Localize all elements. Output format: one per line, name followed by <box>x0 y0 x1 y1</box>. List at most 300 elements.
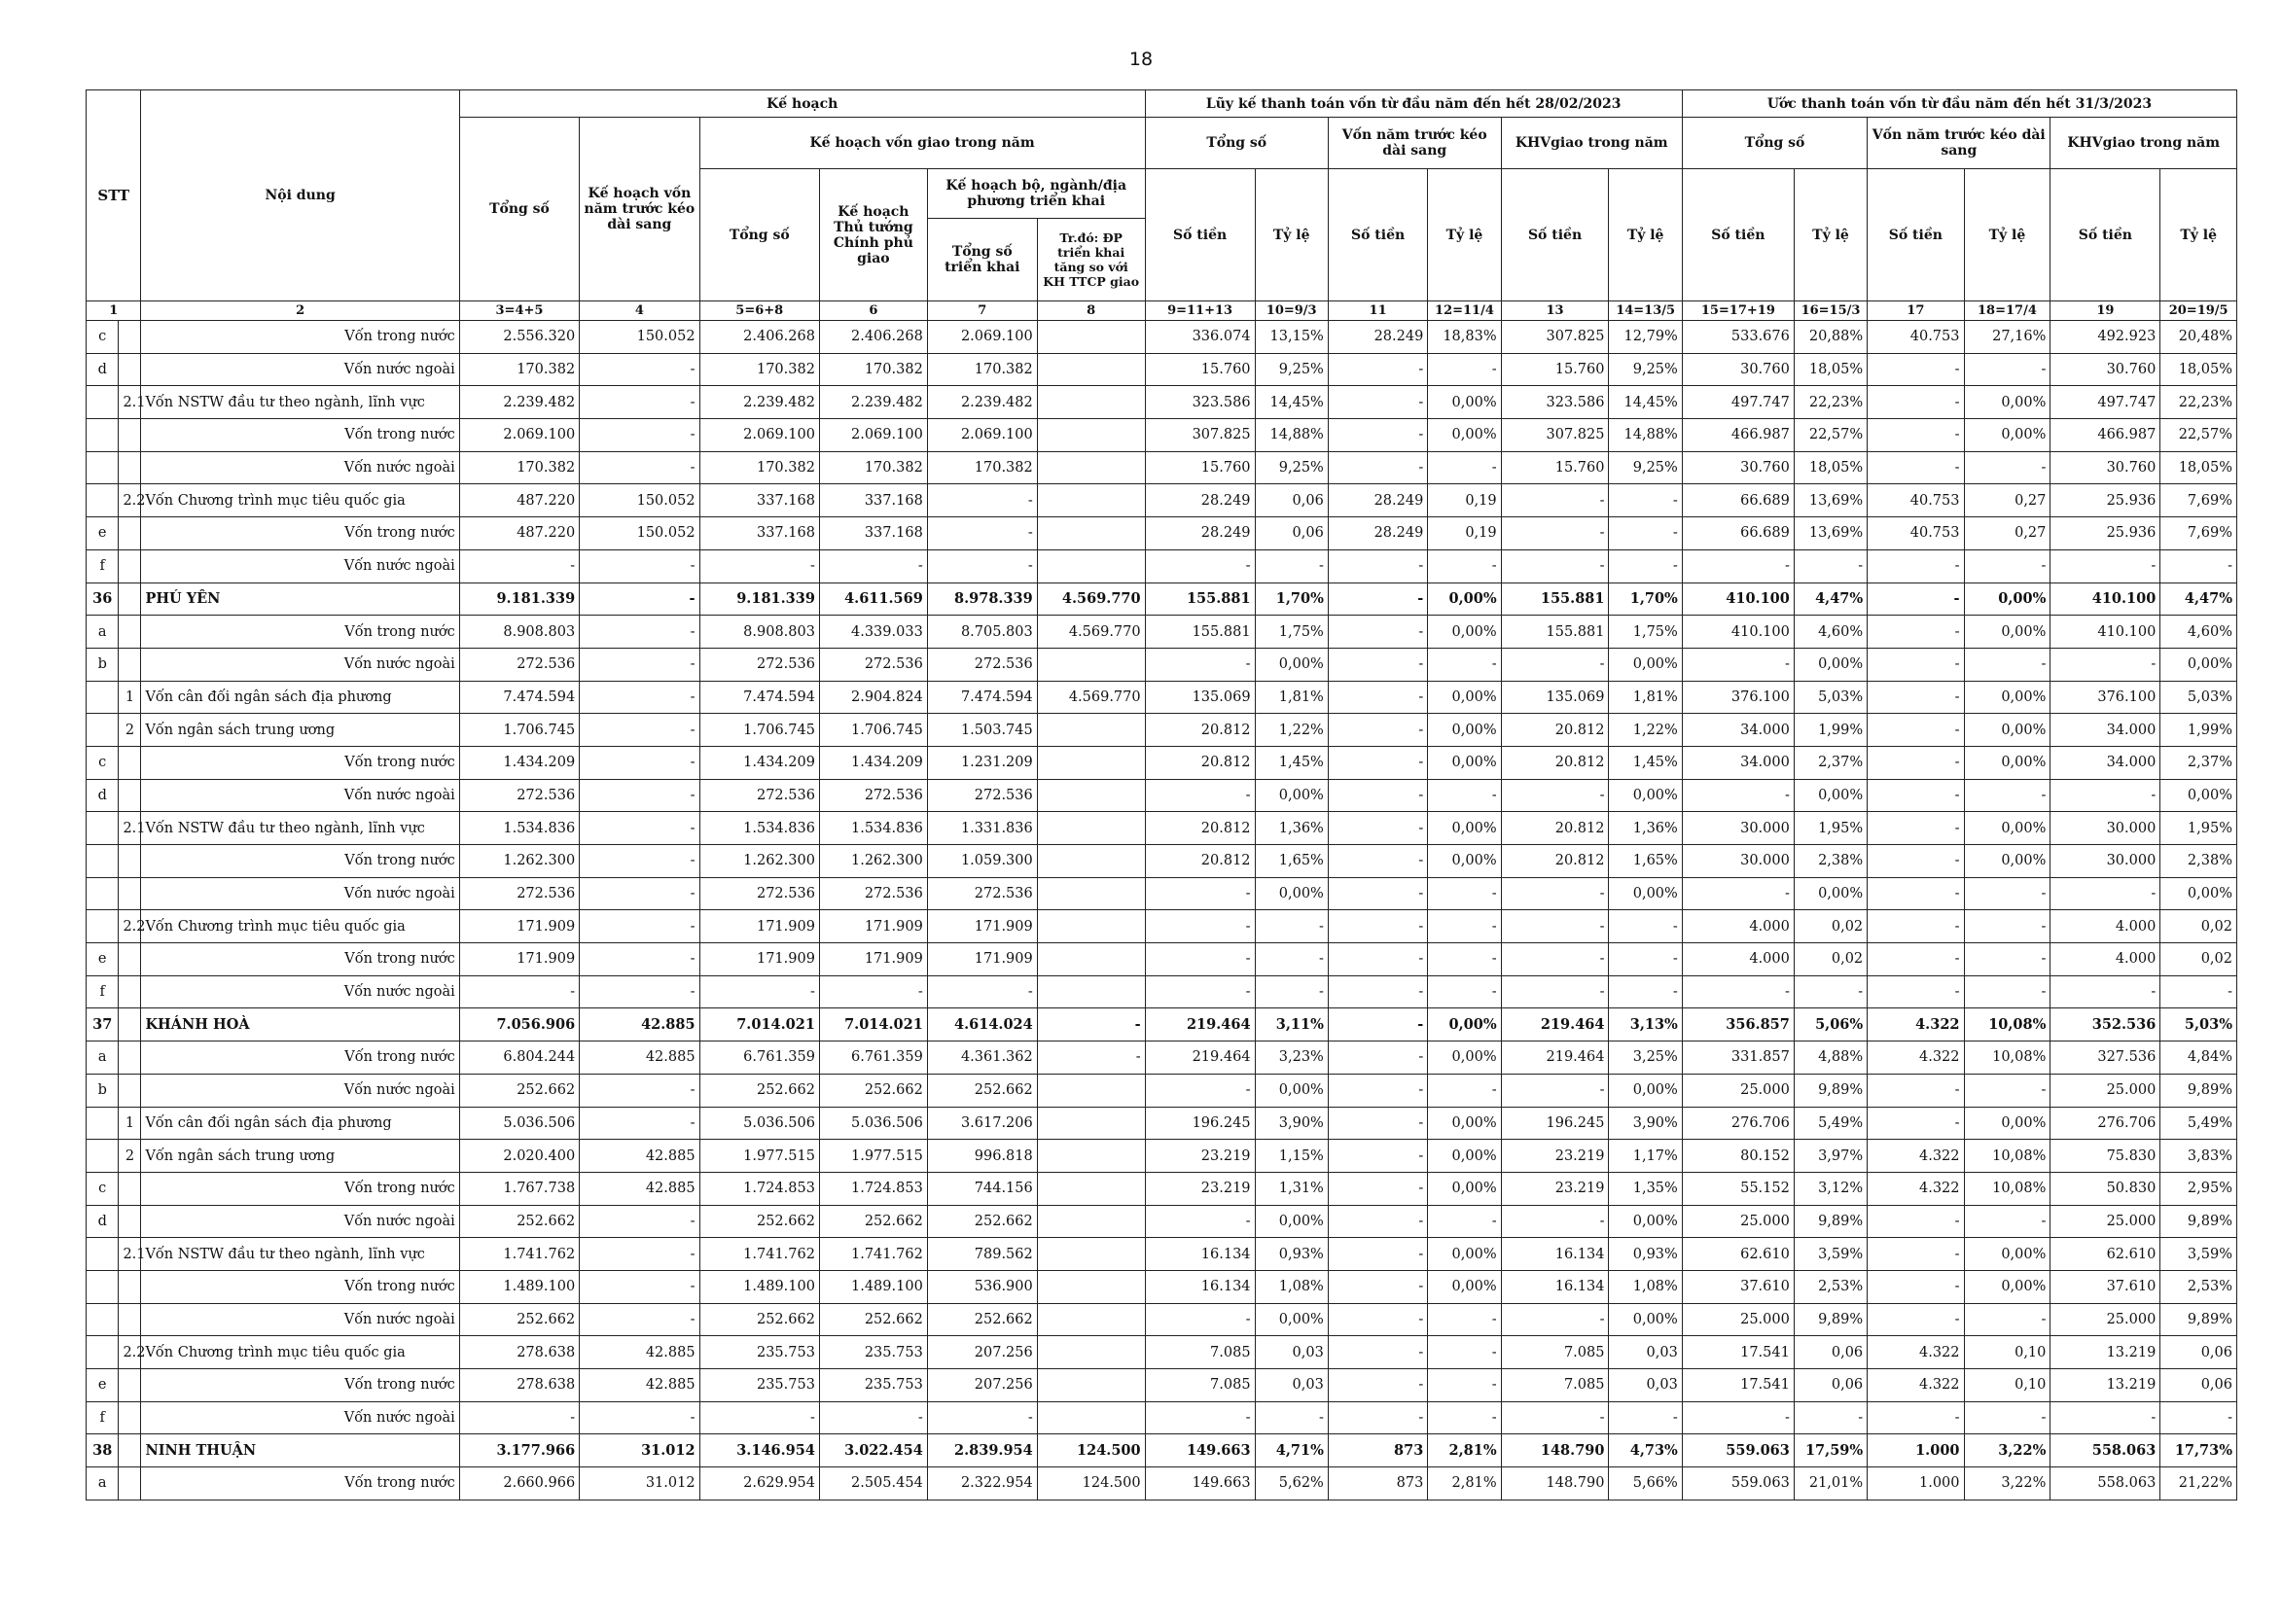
stt-cell <box>87 419 119 452</box>
value-cell: 235.753 <box>699 1369 819 1402</box>
value-cell: - <box>1868 845 1964 878</box>
value-cell: - <box>1964 1401 2050 1434</box>
value-cell: - <box>580 1205 699 1238</box>
value-cell: 170.382 <box>927 451 1037 484</box>
header-ke-hoach: Kế hoạch <box>459 90 1145 118</box>
stt-cell <box>87 1238 119 1271</box>
sub-index-cell <box>119 1369 141 1402</box>
value-cell: 171.909 <box>459 943 579 976</box>
value-cell: 28.249 <box>1328 321 1427 354</box>
value-cell: 1.262.300 <box>819 845 927 878</box>
value-cell: 1.741.762 <box>699 1238 819 1271</box>
value-cell: 2.322.954 <box>927 1467 1037 1500</box>
value-cell: 14,45% <box>1609 386 1682 419</box>
value-cell: - <box>1428 353 1501 386</box>
sub-index-cell <box>119 1303 141 1336</box>
content-cell: Vốn nước ngoài <box>141 1205 459 1238</box>
value-cell: - <box>1964 549 2050 583</box>
value-cell: - <box>1328 681 1427 714</box>
content-cell: Vốn trong nước <box>141 1369 459 1402</box>
value-cell <box>1037 1238 1145 1271</box>
header-lk-tong-so: Tổng số <box>1145 118 1328 169</box>
value-cell: - <box>1964 648 2050 681</box>
value-cell: 0,00% <box>1964 681 2050 714</box>
value-cell: - <box>1682 648 1794 681</box>
value-cell: - <box>1428 549 1501 583</box>
sub-index-cell: 1 <box>119 681 141 714</box>
table-row <box>87 321 2237 354</box>
content-cell: PHÚ YÊN <box>141 583 459 616</box>
value-cell: 1,31% <box>1255 1172 1328 1205</box>
value-cell: - <box>1501 779 1609 812</box>
value-cell: - <box>1145 1401 1255 1434</box>
value-cell: 2,38% <box>1794 845 1867 878</box>
value-cell: 0,00% <box>1609 1303 1682 1336</box>
value-cell: 0,00% <box>1428 386 1501 419</box>
value-cell: - <box>1328 779 1427 812</box>
stt-cell <box>87 1303 119 1336</box>
value-cell: - <box>1428 1401 1501 1434</box>
value-cell: 1.434.209 <box>459 746 579 779</box>
stt-cell: d <box>87 779 119 812</box>
value-cell: 62.610 <box>2050 1238 2160 1271</box>
value-cell: 25.000 <box>2050 1205 2160 1238</box>
content-cell: Vốn trong nước <box>141 1467 459 1500</box>
value-cell: 4,88% <box>1794 1041 1867 1075</box>
value-cell <box>1037 975 1145 1008</box>
index-cell: 10=9/3 <box>1255 301 1328 321</box>
value-cell <box>1037 517 1145 550</box>
value-cell: 2,53% <box>1794 1270 1867 1303</box>
value-cell: 0,00% <box>1428 746 1501 779</box>
value-cell: 135.069 <box>1501 681 1609 714</box>
value-cell: 1.977.515 <box>819 1140 927 1173</box>
value-cell: - <box>459 549 579 583</box>
value-cell: - <box>1868 353 1964 386</box>
value-cell <box>1037 484 1145 517</box>
value-cell: 492.923 <box>2050 321 2160 354</box>
value-cell: 0,03 <box>1255 1336 1328 1369</box>
value-cell: 9,25% <box>1255 353 1328 386</box>
table-row <box>87 746 2237 779</box>
value-cell: - <box>1428 975 1501 1008</box>
value-cell: 3,11% <box>1255 1008 1328 1041</box>
value-cell: 4.339.033 <box>819 616 927 649</box>
sub-index-cell <box>119 451 141 484</box>
value-cell <box>1037 1303 1145 1336</box>
index-cell: 15=17+19 <box>1682 301 1794 321</box>
value-cell: 873 <box>1328 1467 1427 1500</box>
value-cell <box>1037 549 1145 583</box>
value-cell: 0,00% <box>1964 812 2050 845</box>
value-cell <box>1037 1401 1145 1434</box>
table-row <box>87 419 2237 452</box>
value-cell: 34.000 <box>1682 714 1794 747</box>
table-row <box>87 910 2237 943</box>
value-cell: 4.322 <box>1868 1336 1964 1369</box>
value-cell: 1,45% <box>1255 746 1328 779</box>
value-cell: 0,00% <box>1964 1238 2050 1271</box>
value-cell: - <box>1868 779 1964 812</box>
value-cell: 23.219 <box>1501 1172 1609 1205</box>
value-cell: - <box>1328 812 1427 845</box>
content-cell: Vốn NSTW đầu tư theo ngành, lĩnh vực <box>141 1238 459 1271</box>
value-cell: - <box>1428 1205 1501 1238</box>
value-cell: - <box>1868 648 1964 681</box>
value-cell: - <box>1501 517 1609 550</box>
value-cell: 0,00% <box>1964 1107 2050 1140</box>
value-cell: - <box>1328 1270 1427 1303</box>
value-cell: - <box>580 353 699 386</box>
value-cell: 272.536 <box>819 877 927 910</box>
value-cell: - <box>1868 1303 1964 1336</box>
value-cell: 252.662 <box>927 1205 1037 1238</box>
value-cell: 252.662 <box>927 1303 1037 1336</box>
value-cell: - <box>580 1238 699 1271</box>
table-row <box>87 877 2237 910</box>
value-cell: 170.382 <box>699 353 819 386</box>
table-row <box>87 386 2237 419</box>
value-cell: 1.706.745 <box>819 714 927 747</box>
value-cell: 20.812 <box>1501 812 1609 845</box>
value-cell: 1.724.853 <box>699 1172 819 1205</box>
table-row-province <box>87 1008 2237 1041</box>
value-cell: 0,93% <box>1609 1238 1682 1271</box>
content-cell: Vốn ngân sách trung ương <box>141 1140 459 1173</box>
content-cell: KHÁNH HOÀ <box>141 1008 459 1041</box>
value-cell: 0,10 <box>1964 1369 2050 1402</box>
value-cell: - <box>1145 549 1255 583</box>
index-cell: 9=11+13 <box>1145 301 1255 321</box>
value-cell: 307.825 <box>1501 419 1609 452</box>
value-cell: 0,02 <box>1794 943 1867 976</box>
value-cell: 466.987 <box>2050 419 2160 452</box>
sub-index-cell <box>119 975 141 1008</box>
value-cell: - <box>1501 648 1609 681</box>
value-cell: 0,27 <box>1964 484 2050 517</box>
value-cell: - <box>1328 549 1427 583</box>
sub-index-cell <box>119 943 141 976</box>
value-cell: 0,00% <box>1428 845 1501 878</box>
value-cell: - <box>1328 1401 1427 1434</box>
value-cell: 30.760 <box>1682 451 1794 484</box>
value-cell: 272.536 <box>927 779 1037 812</box>
value-cell: 1,70% <box>1255 583 1328 616</box>
sub-index-cell <box>119 779 141 812</box>
value-cell: 13.219 <box>2050 1336 2160 1369</box>
value-cell: 252.662 <box>699 1074 819 1107</box>
value-cell: 0,00% <box>1428 681 1501 714</box>
value-cell: 0,00% <box>1428 1140 1501 1173</box>
value-cell: 4.322 <box>1868 1369 1964 1402</box>
value-cell: 272.536 <box>819 779 927 812</box>
value-cell: 20.812 <box>1501 714 1609 747</box>
value-cell: - <box>1609 1401 1682 1434</box>
value-cell: 7,69% <box>2160 484 2237 517</box>
value-cell: 2,37% <box>1794 746 1867 779</box>
table-row <box>87 1172 2237 1205</box>
value-cell: 2.839.954 <box>927 1434 1037 1467</box>
table-row-province <box>87 1434 2237 1467</box>
value-cell: 356.857 <box>1682 1008 1794 1041</box>
value-cell <box>1037 910 1145 943</box>
table-row <box>87 1336 2237 1369</box>
value-cell: 7.014.021 <box>819 1008 927 1041</box>
value-cell: - <box>1255 1401 1328 1434</box>
value-cell: - <box>1794 549 1867 583</box>
value-cell: 4,84% <box>2160 1041 2237 1075</box>
sub-index-cell <box>119 648 141 681</box>
value-cell: 1,99% <box>2160 714 2237 747</box>
value-cell: 789.562 <box>927 1238 1037 1271</box>
content-cell: Vốn trong nước <box>141 616 459 649</box>
value-cell: 17,73% <box>2160 1434 2237 1467</box>
stt-cell: 36 <box>87 583 119 616</box>
value-cell: 873 <box>1328 1434 1427 1467</box>
value-cell: 30.000 <box>2050 845 2160 878</box>
value-cell: 3,12% <box>1794 1172 1867 1205</box>
value-cell: - <box>1868 681 1964 714</box>
value-cell: - <box>1037 1041 1145 1075</box>
value-cell: 1,08% <box>1609 1270 1682 1303</box>
value-cell: 18,83% <box>1428 321 1501 354</box>
value-cell <box>1037 746 1145 779</box>
value-cell: 1.977.515 <box>699 1140 819 1173</box>
value-cell: - <box>1964 353 2050 386</box>
content-cell: Vốn trong nước <box>141 746 459 779</box>
value-cell: 1,36% <box>1609 812 1682 845</box>
value-cell: 3,83% <box>2160 1140 2237 1173</box>
stt-cell: a <box>87 1041 119 1075</box>
value-cell: 20.812 <box>1501 845 1609 878</box>
value-cell: 18,05% <box>1794 451 1867 484</box>
value-cell: 10,08% <box>1964 1140 2050 1173</box>
value-cell: - <box>2050 877 2160 910</box>
value-cell: 5,66% <box>1609 1467 1682 1500</box>
value-cell: 0,06 <box>2160 1336 2237 1369</box>
value-cell: - <box>1328 845 1427 878</box>
value-cell: 17.541 <box>1682 1336 1794 1369</box>
value-cell: 7.474.594 <box>459 681 579 714</box>
header-ty-le: Tỷ lệ <box>1255 169 1328 301</box>
sub-index-cell <box>119 419 141 452</box>
header-so-tien: Số tiền <box>1145 169 1255 301</box>
value-cell: 219.464 <box>1501 1008 1609 1041</box>
value-cell: 25.000 <box>1682 1205 1794 1238</box>
value-cell: 18,05% <box>1794 353 1867 386</box>
value-cell: 34.000 <box>2050 714 2160 747</box>
value-cell: - <box>1328 975 1427 1008</box>
value-cell: - <box>580 386 699 419</box>
value-cell: - <box>1868 975 1964 1008</box>
value-cell: 4.569.770 <box>1037 681 1145 714</box>
value-cell: 42.885 <box>580 1008 699 1041</box>
value-cell: 13,15% <box>1255 321 1328 354</box>
value-cell: 3,22% <box>1964 1467 2050 1500</box>
table-row <box>87 1467 2237 1500</box>
value-cell: 5.036.506 <box>459 1107 579 1140</box>
value-cell: 3,90% <box>1609 1107 1682 1140</box>
value-cell <box>1037 1369 1145 1402</box>
header-so-tien: Số tiền <box>1501 169 1609 301</box>
value-cell: - <box>819 1401 927 1434</box>
sub-index-cell <box>119 877 141 910</box>
value-cell: 1,45% <box>1609 746 1682 779</box>
value-cell: - <box>2050 975 2160 1008</box>
value-cell: - <box>2160 975 2237 1008</box>
value-cell: - <box>580 943 699 976</box>
header-ut-tong-so: Tổng số <box>1682 118 1867 169</box>
stt-cell: e <box>87 517 119 550</box>
table-row <box>87 517 2237 550</box>
stt-cell: d <box>87 353 119 386</box>
value-cell: - <box>580 1303 699 1336</box>
value-cell: 9,89% <box>1794 1303 1867 1336</box>
value-cell: 28.249 <box>1145 517 1255 550</box>
stt-cell <box>87 484 119 517</box>
value-cell: 410.100 <box>2050 583 2160 616</box>
value-cell: 2,81% <box>1428 1434 1501 1467</box>
value-cell: - <box>1868 746 1964 779</box>
value-cell: 9,89% <box>2160 1303 2237 1336</box>
value-cell: 20,48% <box>2160 321 2237 354</box>
index-cell: 2 <box>141 301 459 321</box>
value-cell: 1.262.300 <box>459 845 579 878</box>
value-cell: - <box>1964 975 2050 1008</box>
value-cell: 3,97% <box>1794 1140 1867 1173</box>
index-cell: 16=15/3 <box>1794 301 1867 321</box>
stt-cell: a <box>87 616 119 649</box>
index-cell: 18=17/4 <box>1964 301 2050 321</box>
value-cell: - <box>1328 1336 1427 1369</box>
stt-cell <box>87 1107 119 1140</box>
value-cell: - <box>1501 484 1609 517</box>
value-cell <box>1037 1074 1145 1107</box>
value-cell: 5.036.506 <box>699 1107 819 1140</box>
value-cell: 0,00% <box>1255 779 1328 812</box>
sub-index-cell <box>119 549 141 583</box>
content-cell: Vốn NSTW đầu tư theo ngành, lĩnh vực <box>141 386 459 419</box>
content-cell: Vốn Chương trình mục tiêu quốc gia <box>141 1336 459 1369</box>
value-cell: 337.168 <box>819 517 927 550</box>
value-cell: 323.586 <box>1501 386 1609 419</box>
content-cell: Vốn trong nước <box>141 1041 459 1075</box>
value-cell: - <box>580 549 699 583</box>
index-cell: 13 <box>1501 301 1609 321</box>
index-cell: 20=19/5 <box>2160 301 2237 321</box>
header-uoc-thanh-toan: Ước thanh toán vốn từ đầu năm đến hết 31/3/2023 <box>1682 90 2236 118</box>
value-cell: 272.536 <box>699 648 819 681</box>
value-cell: 6.804.244 <box>459 1041 579 1075</box>
content-cell: Vốn nước ngoài <box>141 451 459 484</box>
value-cell: 1,75% <box>1609 616 1682 649</box>
stt-cell: f <box>87 549 119 583</box>
value-cell: - <box>1328 451 1427 484</box>
stt-cell: f <box>87 975 119 1008</box>
value-cell: 252.662 <box>699 1303 819 1336</box>
value-cell: 272.536 <box>927 877 1037 910</box>
value-cell: - <box>819 975 927 1008</box>
value-cell: 170.382 <box>699 451 819 484</box>
table-row <box>87 1140 2237 1173</box>
value-cell: 2.069.100 <box>819 419 927 452</box>
index-cell: 12=11/4 <box>1428 301 1501 321</box>
value-cell: 13,69% <box>1794 517 1867 550</box>
value-cell: 4,71% <box>1255 1434 1328 1467</box>
value-cell: 4,60% <box>1794 616 1867 649</box>
value-cell: 21,22% <box>2160 1467 2237 1500</box>
value-cell: 4.000 <box>2050 910 2160 943</box>
value-cell: - <box>1964 1074 2050 1107</box>
value-cell: 4.000 <box>1682 943 1794 976</box>
value-cell: 7.085 <box>1145 1336 1255 1369</box>
table-row <box>87 484 2237 517</box>
value-cell: - <box>1868 549 1964 583</box>
value-cell: 558.063 <box>2050 1467 2160 1500</box>
value-cell: 1.231.209 <box>927 746 1037 779</box>
sub-index-cell <box>119 353 141 386</box>
content-cell: Vốn trong nước <box>141 1270 459 1303</box>
value-cell: 2,95% <box>2160 1172 2237 1205</box>
index-cell: 17 <box>1868 301 1964 321</box>
value-cell: 1,70% <box>1609 583 1682 616</box>
value-cell: 0,00% <box>1609 648 1682 681</box>
value-cell: 18,05% <box>2160 353 2237 386</box>
value-cell: - <box>1868 583 1964 616</box>
sub-index-cell <box>119 845 141 878</box>
value-cell: - <box>1868 1238 1964 1271</box>
table-row <box>87 845 2237 878</box>
value-cell: 276.706 <box>1682 1107 1794 1140</box>
value-cell: 30.760 <box>2050 451 2160 484</box>
header-ty-le: Tỷ lệ <box>1794 169 1867 301</box>
value-cell: 1.503.745 <box>927 714 1037 747</box>
table-row <box>87 1238 2237 1271</box>
value-cell <box>1037 321 1145 354</box>
sub-index-cell <box>119 1401 141 1434</box>
header-noi-dung: Nội dung <box>141 90 459 301</box>
value-cell: 196.245 <box>1145 1107 1255 1140</box>
value-cell: 30.000 <box>2050 812 2160 845</box>
value-cell <box>1037 1336 1145 1369</box>
stt-cell: c <box>87 1172 119 1205</box>
sub-index-cell <box>119 517 141 550</box>
index-cell: 6 <box>819 301 927 321</box>
value-cell: - <box>819 549 927 583</box>
value-cell: 3,90% <box>1255 1107 1328 1140</box>
value-cell: 0,00% <box>1964 845 2050 878</box>
stt-cell: c <box>87 321 119 354</box>
value-cell: 22,57% <box>1794 419 1867 452</box>
value-cell: 20.812 <box>1145 812 1255 845</box>
value-cell: - <box>1328 648 1427 681</box>
value-cell: 0,00% <box>2160 779 2237 812</box>
value-cell: 0,00% <box>1255 1303 1328 1336</box>
content-cell: Vốn trong nước <box>141 1172 459 1205</box>
value-cell: 1,75% <box>1255 616 1328 649</box>
value-cell: - <box>1609 910 1682 943</box>
value-cell: 2.069.100 <box>927 321 1037 354</box>
value-cell <box>1037 648 1145 681</box>
page-number: 18 <box>1128 49 1154 70</box>
value-cell: - <box>1255 943 1328 976</box>
value-cell: 337.168 <box>819 484 927 517</box>
value-cell <box>1037 877 1145 910</box>
value-cell: 10,08% <box>1964 1008 2050 1041</box>
value-cell: - <box>1868 1074 1964 1107</box>
value-cell: 2.069.100 <box>699 419 819 452</box>
value-cell: 34.000 <box>1682 746 1794 779</box>
